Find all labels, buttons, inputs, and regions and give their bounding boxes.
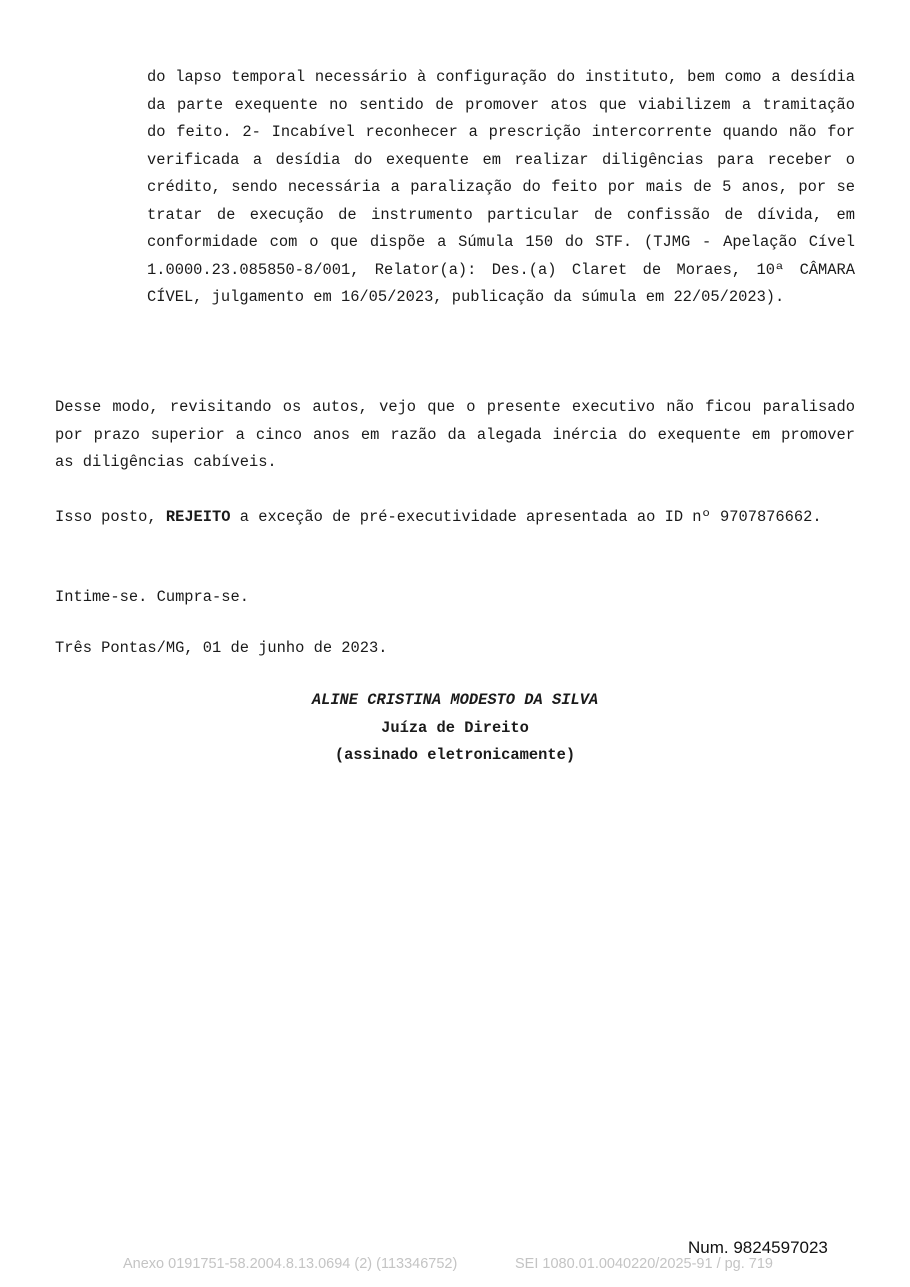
decision-verdict: REJEITO (165, 508, 231, 526)
judge-name: ALINE CRISTINA MODESTO DA SILVA (311, 691, 599, 709)
document-number: Num. 9824597023 (688, 1238, 828, 1257)
jurisprudence-quote: do lapso temporal necessário à configuração do instituto, bem como a desídia da parte exequente no sentido de promover atos que viabilizem a tramitação do feito. 2- Incabível reconhecer a prescrição intercorrente quando não for verificada a desídia do exequente em realizar diligências para receber o crédito, sendo necessária a paralização do feito por mais de 5 anos, por se tratar de execução de instrumento particular de confissão de dívida, em conformidade com o que dispõe a Súmula 150 do STF. (TJMG - Apelação Cível 1.0000.23.085850-8/001, Relator(a): Des.(a) Claret de Moraes, 10ª CÂMARA CÍVEL, julgamento em 16/05/2023, publicação da súmula em 22/05/2023). (147, 68, 855, 306)
paragraph-analysis: Desse modo, revisitando os autos, vejo que o presente executivo não ficou paralisado por prazo superior a cinco anos em razão da alegada inércia do exequente em promover as diligências cabíveis. (55, 398, 855, 471)
judge-title: Juíza de Direito (381, 718, 529, 737)
decision-suffix: a exceção de pré-executividade apresentada ao ID nº 9707876662. (230, 508, 822, 526)
decision-prefix: Isso posto, (55, 508, 166, 526)
signature-block (0, 687, 910, 770)
paragraph-decision (55, 504, 855, 532)
footer-annex: Anexo 0191751-58.2004.8.13.0694 (2) (113346752) (123, 1256, 458, 1272)
footer-sei: SEI 1080.01.0040220/2025-91 / pg. 719 (515, 1256, 773, 1272)
paragraph-orders: Intime-se. Cumpra-se. (55, 588, 249, 606)
signature-note: (assinado eletronicamente) (334, 746, 576, 764)
place-date: Três Pontas/MG, 01 de junho de 2023. (55, 639, 388, 657)
